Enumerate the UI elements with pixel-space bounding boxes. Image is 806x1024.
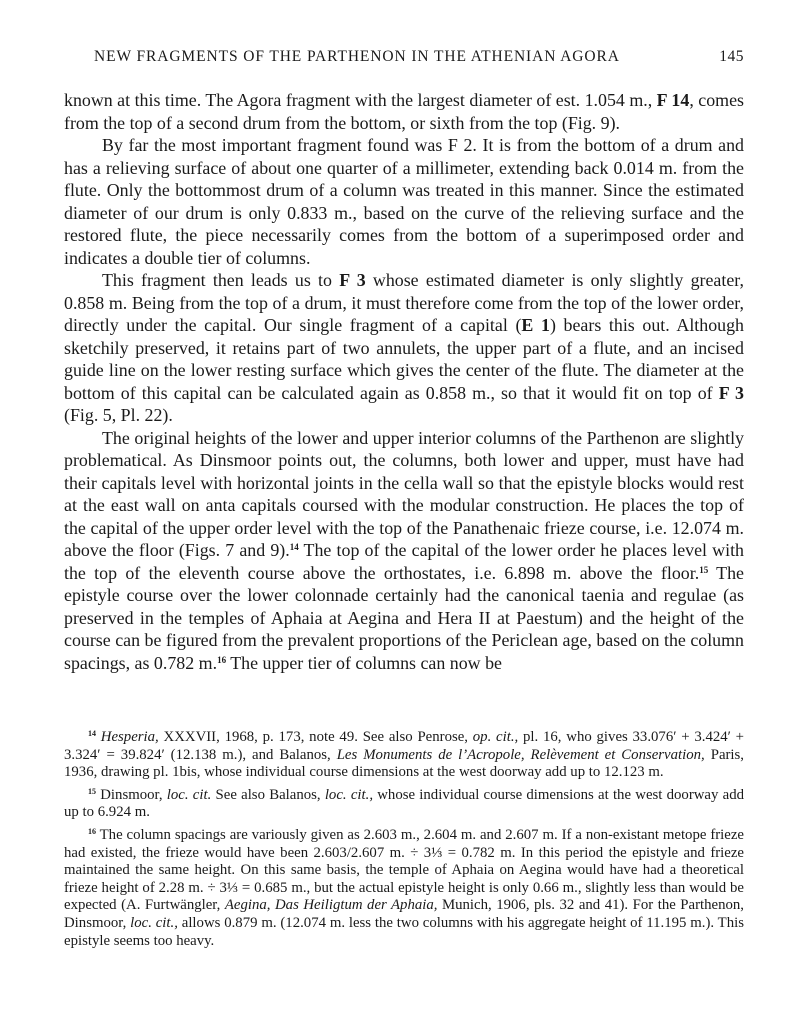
fragment-ref-e1: E 1 (521, 315, 550, 335)
footnote-16: $^{16}$ The column spacings are variously given as 2.603 m., 2.604 m. and 2.607 m. If a non-existant metope frieze had existed, the frieze would have been 2.603/2.607 m. ÷ 3⅓ = 0.782 m. In this period the epistyle and frieze maintained the same height. On this same basis, the temple of Aphaia on Aegina would have had a theoretical frieze height of 2.28 m. ÷ 3⅓ = 0.685 m., but the actual epistyle height is only 0.66 m., slightly less than would be expected (A. Furtwängler, Aegina, Das Heiligtum der Aphaia, Munich, 1906, pls. 32 and 41). For the Parthenon, Dinsmoor, loc. cit., allows 0.879 m. (12.074 m. less the two columns with his aggregate height of 11.195 m.). This epistyle seems too heavy. (64, 826, 744, 949)
footnote-15: $^{15}$ Dinsmoor, loc. cit. See also Balanos, loc. cit., whose individual course dimensions at the west doorway add up to 6.924 m. (64, 786, 744, 821)
main-text (64, 89, 744, 674)
paragraph-1: known at this time. The Agora fragment with the largest diameter of est. 1.054 m., F 14, comes from the top of a second drum from the bottom, or sixth from the top (Fig. 9). (64, 90, 744, 133)
fragment-ref-f3: F 3 (339, 270, 366, 290)
footnote-marker: 14 (289, 542, 299, 552)
paragraph-4: The original heights of the lower and upper interior columns of the Parthenon are slightly problematical. As Dinsmoor points out, the columns, both lower and upper, must have had their capitals level with horizontal joints in the cella wall so that the epistyle blocks would rest at the east wall on anta capitals coursed with the modular construction. He places the top of the capital of the upper order level with the top of the Panathenaic frieze course, i.e. 12.074 m. above the floor (Figs. 7 and 9).$^{14}$ The top of the capital of the lower order he places level with the top of the eleventh course above the orthostates, i.e. 6.898 m. above the floor.$^{15}$ The epistyle course over the lower colonnade certainly had the canonical taenia and regulae (as preserved in the temples of Aphaia at Aegina and Hera II at Paestum) and the height of the course can be figured from the prevalent proportions of the Periclean age, based on the column spacings, as 0.782 m.$^{16}$ The upper tier of columns can now be (64, 427, 745, 673)
footnote-marker: 16 (217, 654, 227, 665)
footnote-marker: 15 (699, 564, 709, 575)
fragment-ref-f3: F 3 (718, 382, 744, 403)
footnote-number: 14 (88, 729, 96, 738)
footnotes (64, 729, 744, 955)
paragraph-2: By far the most important fragment found was F 2. It is from the bottom of a drum and has a relieving surface of about one quarter of a millimeter, extending back 0.014 m. from the flute. Only the bottommost drum of a column was treated in this manner. Since the estimated diameter of our drum is only 0.833 m., based on the curve of the relieving surface and the restored flute, the piece necessarily comes from the bottom of a superimposed order and indicates a double tier of columns. (64, 135, 744, 268)
paragraph-3: This fragment then leads us to F 3 whose estimated diameter is only slightly greater, 0.858 m. Being from the top of a drum, it must therefore come from the top of the lower order, directly under the capital. Our single fragment of a capital (E 1) bears this out. Although sketchily preserved, it retains part of two annulets, the upper part of a flute, and an incised guide line on the lower resting surface which gives the center of the flute. The diameter at the bottom of this capital can be calculated again as 0.858 m., so that it would fit on top of F 3 (Fig. 5, Pl. 22). (64, 270, 744, 425)
running-title: NEW FRAGMENTS OF THE PARTHENON IN THE ATHENIAN AGORA (94, 48, 620, 65)
running-header (64, 48, 744, 70)
footnote-number: 16 (88, 826, 96, 836)
fragment-ref-f14: F 14 (656, 90, 690, 110)
page-number: 145 (719, 48, 744, 65)
footnote-14: $^{14}$ Hesperia, XXXVII, 1968, p. 173, note 49. See also Penrose, op. cit., pl. 16, who gives 33.076′ + 3.424′ + 3.324′ = 39.824′ (12.138 m.), and Balanos, Les Monuments de l’Acropole, Relèvement et Conservation, Paris, 1936, drawing pl. 1bis, whose individual course dimensions at the west doorway add up to 12.123 m. (64, 729, 745, 781)
footnote-number: 15 (88, 786, 96, 796)
